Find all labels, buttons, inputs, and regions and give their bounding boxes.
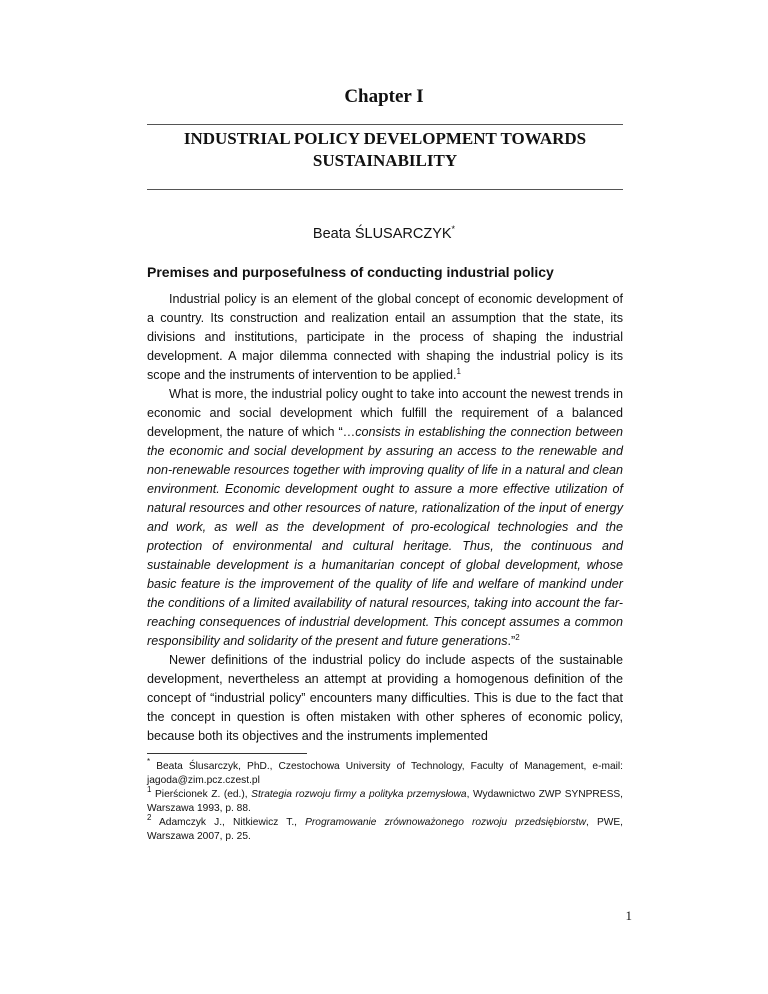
article-title-line-2: SUSTAINABILITY bbox=[312, 151, 458, 170]
author-footnote-mark: * bbox=[451, 224, 456, 234]
footnote-1-title: Strategia rozwoju firmy a polityka przemysłowa bbox=[251, 789, 467, 800]
footnote-2-mark: 2 bbox=[147, 813, 152, 822]
footnote-author-text: Beata Ślusarczyk, PhD., Czestochowa University of Technology, Faculty of Management, e-mail: jagoda@zim.pcz.czest.pl bbox=[147, 761, 623, 786]
author-name: Beata ŚLUSARCZYK bbox=[312, 226, 452, 242]
footnotes bbox=[147, 757, 624, 844]
footnote-author bbox=[147, 757, 623, 788]
paragraph-3-text: Newer definitions of the industrial policy do include aspects of the sustainable development, nevertheless an attempt at providing a homogenous definition of the concept of “industrial policy” encounters many difficulties. This is due to the fact that the concept in question is often mistaken with other spheres of economic policy, because both its objectives and the instruments implemented bbox=[147, 653, 623, 743]
paragraph-1-text: Industrial policy is an element of the global concept of economic development of a country. Its construction and realization entail an assumption that the state, its divisions and institutions, participate in the process of shaping the industrial development. A major dilemma connected with shaping the industrial policy is its scope and the instruments of intervention to be applied. bbox=[147, 292, 623, 382]
paragraph-2-quote: consists in establishing the connection between the economic and social development by assuring an access to the renewable and non-renewable resources together with improving quality of life in a natural and clean environment. Economic development ought to assure a more effective utilization of natural resources and other resources of nature, rationalization of the input of energy and work, as well as the development of pro-ecological technologies and the protection of environmental and cultural heritage. Thus, the continuous and sustainable development is a humanitarian concept of global development, whose basic feature is the improvement of the quality of life and welfare of mankind under the conditions of a limited availability of natural resources, taking into account the far-reaching consequences of industrial development. This concept assumes a common responsibility and solidarity of the present and future generations bbox=[147, 425, 623, 648]
section-heading: Premises and purposefulness of conducting industrial policy bbox=[147, 264, 554, 280]
paragraph-1 bbox=[147, 290, 623, 385]
title-rule-bottom bbox=[147, 189, 623, 190]
paragraph-2-lead: What is more, the industrial policy ought to take into account the newest trends in economic and social development which fulfill the requirement of a balanced development, the nature of which “… bbox=[147, 387, 623, 439]
footnote-2 bbox=[147, 813, 623, 844]
footnote-separator bbox=[147, 753, 307, 754]
footnote-2-post: , PWE, Warszawa 2007, p. 25. bbox=[147, 817, 623, 842]
author-line bbox=[0, 224, 768, 242]
footnote-1-pre: Pierścionek Z. (ed.), bbox=[151, 789, 252, 800]
title-rule-top bbox=[147, 124, 623, 125]
article-title-line-1: INDUSTRIAL POLICY DEVELOPMENT TOWARDS bbox=[183, 129, 587, 148]
paragraph-2 bbox=[147, 385, 623, 651]
article-title bbox=[147, 128, 623, 172]
footnote-1 bbox=[147, 785, 624, 816]
footnote-author-mark: * bbox=[147, 757, 151, 766]
footnote-2-pre: Adamczyk J., Nitkiewicz T., bbox=[151, 817, 306, 828]
footnote-ref-2: 2 bbox=[515, 633, 520, 642]
footnote-ref-1: 1 bbox=[456, 367, 461, 376]
footnote-2-title: Programowanie zrównoważonego rozwoju przedsiębiorstw bbox=[305, 817, 586, 828]
footnote-1-mark: 1 bbox=[147, 785, 152, 794]
footnote-1-post: , Wydawnictwo ZWP SYNPRESS, Warszawa 1993, p. 88. bbox=[147, 789, 624, 814]
body-text bbox=[147, 290, 623, 746]
page-number: 1 bbox=[625, 908, 632, 923]
paragraph-2-close: .” bbox=[507, 634, 516, 648]
chapter-heading: Chapter I bbox=[344, 86, 424, 107]
paragraph-3 bbox=[147, 651, 623, 746]
